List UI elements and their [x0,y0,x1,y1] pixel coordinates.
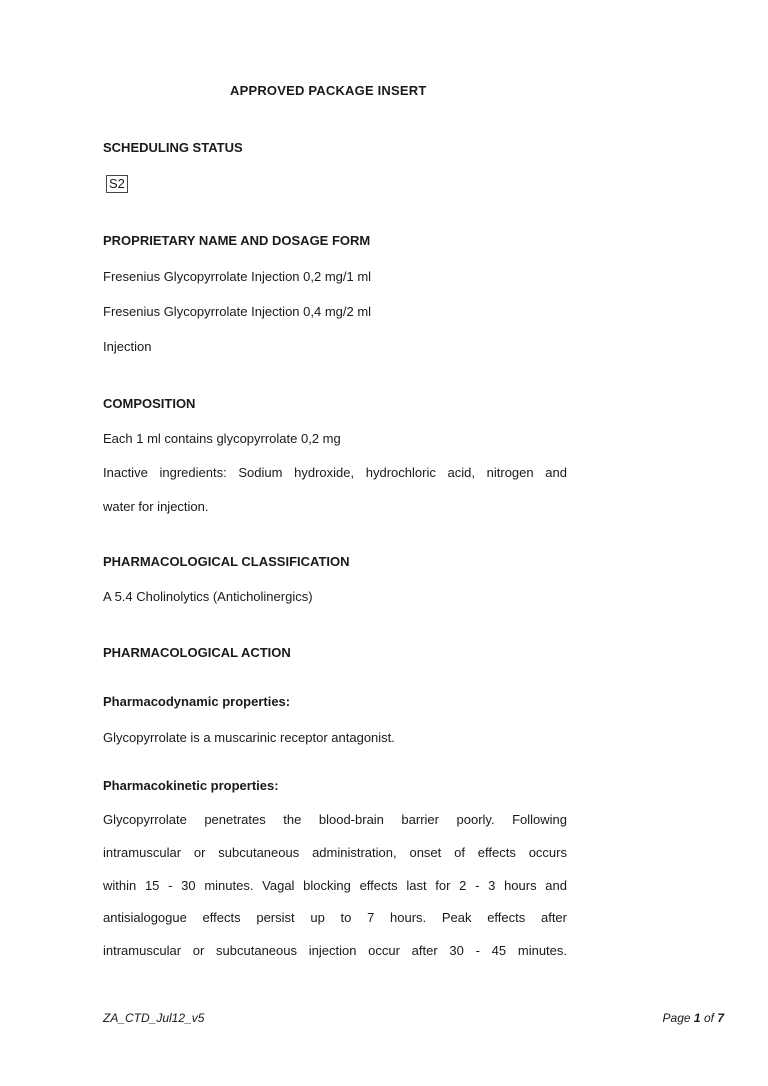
pharmacokinetic-line-1: Glycopyrrolate penetrates the blood-brain barrier poorly. Following [103,812,567,827]
footer-document-id: ZA_CTD_Jul12_v5 [103,1011,205,1025]
pharmacological-action-heading: PHARMACOLOGICAL ACTION [103,645,291,660]
pharmacokinetic-line-5: intramuscular or subcutaneous injection occur after 30 - 45 minutes. [103,943,567,958]
pharmacodynamic-heading: Pharmacodynamic properties: [103,694,291,709]
page-prefix: Page [662,1011,691,1025]
scheduling-status-heading: SCHEDULING STATUS [103,140,243,155]
proprietary-line-1: Fresenius Glycopyrrolate Injection 0,2 mg/1 ml [103,269,372,284]
page-current: 1 [693,1011,701,1025]
page-total: 7 [717,1011,724,1025]
proprietary-name-heading: PROPRIETARY NAME AND DOSAGE FORM [103,233,371,248]
document-title: APPROVED PACKAGE INSERT [230,83,427,98]
composition-heading: COMPOSITION [103,396,196,411]
composition-line-2: Inactive ingredients: Sodium hydroxide, hydrochloric acid, nitrogen and [103,465,567,480]
composition-line-1: Each 1 ml contains glycopyrrolate 0,2 mg [103,431,341,446]
pharmacokinetic-line-2: intramuscular or subcutaneous administration, onset of effects occurs [103,845,567,860]
dosage-form-line: Injection [103,339,152,354]
pharmacokinetic-line-3: within 15 - 30 minutes. Vagal blocking effects last for 2 - 3 hours and [103,878,567,893]
composition-line-3: water for injection. [103,499,209,514]
proprietary-line-2: Fresenius Glycopyrrolate Injection 0,4 mg/2 ml [103,304,372,319]
footer-page-number [663,1011,724,1025]
pharmacodynamic-text: Glycopyrrolate is a muscarinic receptor antagonist. [103,730,395,745]
pharmacokinetic-heading: Pharmacokinetic properties: [103,778,279,793]
classification-heading: PHARMACOLOGICAL CLASSIFICATION [103,554,350,569]
scheduling-status-badge: S2 [106,175,128,193]
classification-text: A 5.4 Cholinolytics (Anticholinergics) [103,589,313,604]
pharmacokinetic-line-4: antisialogogue effects persist up to 7 hours. Peak effects after [103,910,567,925]
page-of: of [703,1011,714,1025]
